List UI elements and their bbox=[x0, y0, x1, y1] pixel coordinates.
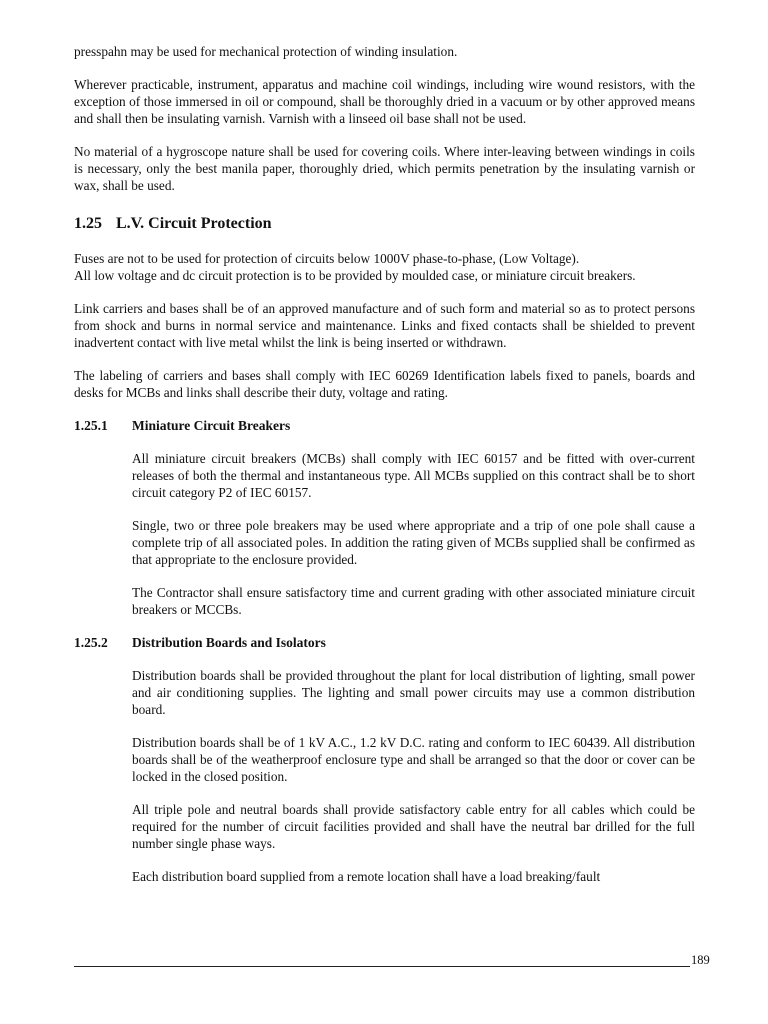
section-paragraph-2: Link carriers and bases shall be of an approved manufacture and of such form and material so as to protect persons from shock and burns in normal service and maintenance. Links and fixed contacts shall be shielded to prevent inadvertent contact with live metal whilst the link is being inserted or withdrawn. bbox=[74, 301, 695, 350]
footer-rule bbox=[74, 966, 690, 967]
subsection-2-title: Distribution Boards and Isolators bbox=[132, 635, 326, 650]
subsection-1-body bbox=[132, 450, 695, 618]
intro-paragraph-0: presspahn may be used for mechanical protection of winding insulation. bbox=[74, 44, 458, 59]
subsection-2-paragraph-4: Each distribution board supplied from a remote location shall have a load breaking/fault bbox=[132, 869, 601, 884]
document-page bbox=[74, 43, 695, 885]
subsection-2-paragraph-1: Distribution boards shall be provided throughout the plant for local distribution of lighting, small power and air conditioning supplies. The lighting and small power circuits may use a common distribution board. bbox=[132, 668, 695, 717]
section-title: L.V. Circuit Protection bbox=[116, 215, 272, 232]
subsection-1-paragraph-2: Single, two or three pole breakers may be used where appropriate and a trip of one pole shall cause a complete trip of all associated poles. In addition the rating given of MCBs supplied shall be confirmed as that appropriate to the enclosure provided. bbox=[132, 518, 695, 567]
section-paragraph-3: The labeling of carriers and bases shall comply with IEC 60269 Identification labels fixed to panels, boards and desks for MCBs and links shall describe their duty, voltage and rating. bbox=[74, 368, 695, 400]
subsection-1-title: Miniature Circuit Breakers bbox=[132, 418, 291, 433]
subsection-2-paragraph-3: All triple pole and neutral boards shall provide satisfactory cable entry for all cables which could be required for the number of circuit facilities provided and shall have the neutral bar drilled for the full number single phase ways. bbox=[132, 802, 695, 851]
subsection-2-heading bbox=[74, 634, 695, 651]
subsection-2-number: 1.25.2 bbox=[74, 635, 108, 650]
intro-paragraph-2: No material of a hygroscope nature shall be used for covering coils. Where inter-leaving between windings in coils is necessary, only the best manila paper, thoroughly dried, which permits penetration by the insulating varnish or wax, shall be used. bbox=[74, 144, 695, 193]
subsection-1-number: 1.25.1 bbox=[74, 418, 108, 433]
section-paragraph-1a: Fuses are not to be used for protection of circuits below 1000V phase-to-phase, (Low Voltage). bbox=[74, 251, 580, 266]
intro-paragraph-1: Wherever practicable, instrument, apparatus and machine coil windings, including wire wound resistors, with the exception of those immersed in oil or compound, shall be thoroughly dried in a vacuum or by other approved means and shall then be insulating varnish. Varnish with a linseed oil base shall not be used. bbox=[74, 77, 695, 126]
subsection-2-body bbox=[132, 667, 695, 885]
page-number: 189 bbox=[691, 953, 710, 967]
section-number: 1.25 bbox=[74, 215, 102, 232]
subsection-1-paragraph-1: All miniature circuit breakers (MCBs) shall comply with IEC 60157 and be fitted with over-current releases of both the thermal and instantaneous type. All MCBs supplied on this contract shall be to short circuit category P2 of IEC 60157. bbox=[132, 451, 695, 500]
subsection-1-paragraph-3: The Contractor shall ensure satisfactory time and current grading with other associated miniature circuit breakers or MCCBs. bbox=[132, 585, 695, 617]
section-paragraph-1b: All low voltage and dc circuit protection is to be provided by moulded case, or miniature circuit breakers. bbox=[74, 268, 636, 283]
subsection-1-heading bbox=[74, 417, 695, 434]
section-heading bbox=[74, 214, 695, 234]
subsection-2-paragraph-2: Distribution boards shall be of 1 kV A.C., 1.2 kV D.C. rating and conform to IEC 60439. All distribution boards shall be of the weatherproof enclosure type and shall be arranged so that the door or cover can be locked in the closed position. bbox=[132, 735, 695, 784]
